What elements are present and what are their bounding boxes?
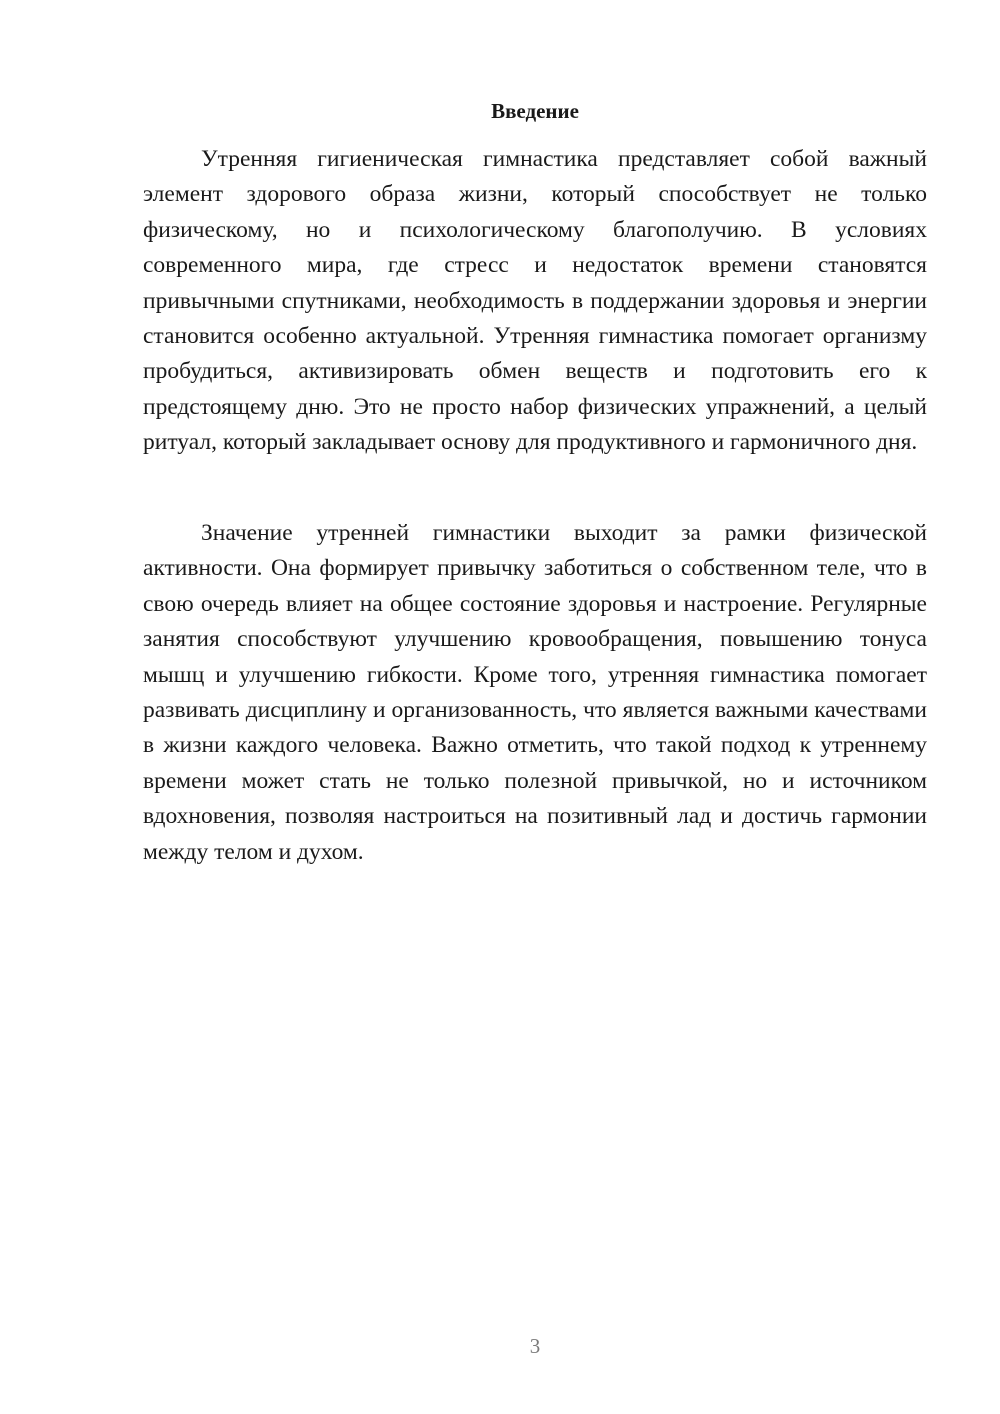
paragraph-intro: Утренняя гигиеническая гимнастика представляет собой важный элемент здорового образа жизни, который способствует не только физическому, но и психологическому благополучию. В условиях современного мира, где стресс и недостаток времени становятся привычными спутниками, необходимость в поддержании здоровья и энергии становится особенно актуальной. Утренняя гимнастика помогает организму пробудиться, активизировать обмен веществ и подготовить его к предстоящему дню. Это не просто набор физических упражнений, а целый ритуал, который закладывает основу для продуктивного и гармоничного дня. — [143, 146, 927, 456]
section-heading: Введение — [491, 99, 579, 123]
paragraph-significance: Значение утренней гимнастики выходит за рамки физической активности. Она формирует привычку заботиться о собственном теле, что в свою очередь влияет на общее состояние здоровья и настроение. Регулярные занятия способствуют улучшению кровообращения, повышению тонуса мышц и улучшению гибкости. Кроме того, утренняя гимнастика помогает развивать дисциплину и организованность, что является важными качествами в жизни каждого человека. Важно отметить, что такой подход к утреннему времени может стать не только полезной привычкой, но и источником вдохновения, позволяя настроиться на позитивный лад и достичь гармонии между телом и духом. — [143, 520, 927, 865]
page-number: 3 — [529, 1334, 541, 1358]
